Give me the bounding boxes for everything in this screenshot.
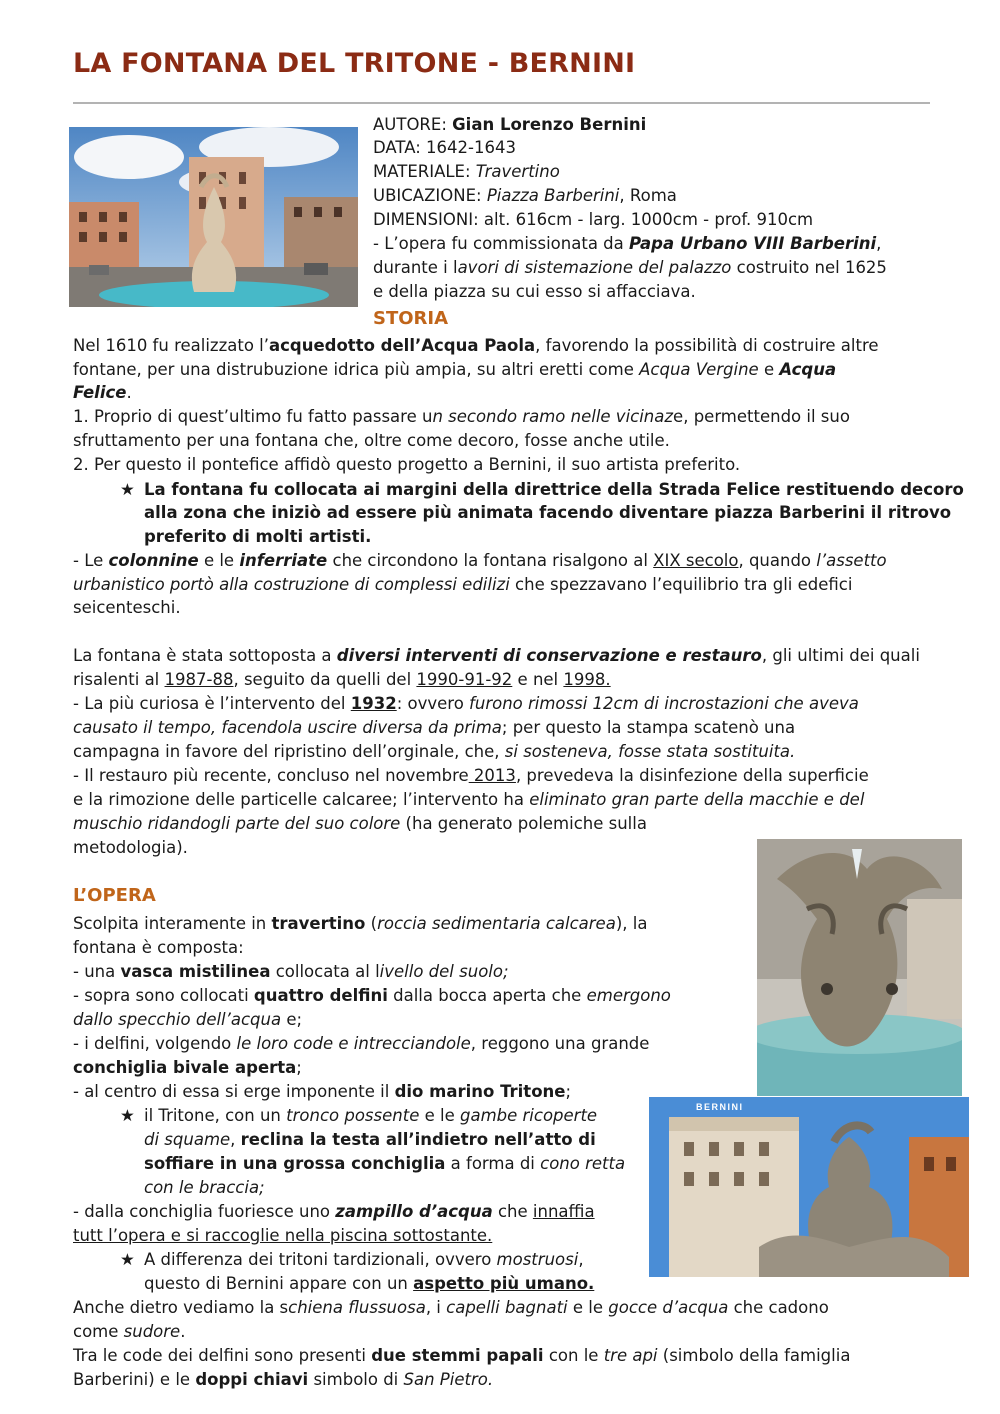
storia-line: seicenteschi. xyxy=(73,598,181,617)
storia-bullet-cont: preferito di molti artisti. xyxy=(144,527,372,546)
star-bullet-icon: ★ xyxy=(120,480,135,499)
opera-line: come sudore. xyxy=(73,1322,186,1341)
opera-bullet-cont: questo di Bernini appare con un aspetto più umano. xyxy=(144,1274,595,1293)
opera-bullet-cont: di squame, reclina la testa all’indietro nell’atto di xyxy=(144,1130,596,1149)
info-autore: AUTORE: Gian Lorenzo Bernini xyxy=(373,115,647,134)
opera-line: - al centro di essa si erge imponente il dio marino Tritone; xyxy=(73,1082,572,1101)
storia-bullet-cont: alla zona che iniziò ad essere più animata facendo diventare piazza Barberini il ritrovo xyxy=(144,503,952,522)
opera-bullet-cont: soffiare in una grossa conchiglia a forma di cono retta xyxy=(144,1154,626,1173)
storia-line: Nel 1610 fu realizzato l’acquedotto dell’Acqua Paola, favorendo la possibilità di costruire altre xyxy=(73,336,879,355)
opera-line: - i delfini, volgendo le loro code e intrecciandole, reggono una grande xyxy=(73,1034,650,1053)
opera-line: - dalla conchiglia fuoriesce uno zampillo d’acqua che innaffia xyxy=(73,1202,595,1221)
restauro-line: muschio ridandogli parte del suo colore (ha generato polemiche sulla xyxy=(73,814,647,833)
opera-line: - una vasca mistilinea collocata al livello del suolo; xyxy=(73,962,509,981)
restauro-line: - La più curiosa è l’intervento del 1932: ovvero furono rimossi 12cm di incrostazioni che aveva xyxy=(73,694,859,713)
storia-line: - Le colonnine e le inferriate che circondono la fontana risalgono al XIX secolo, quando l’assetto xyxy=(73,551,887,570)
info-ubicazione: UBICAZIONE: Piazza Barberini, Roma xyxy=(373,186,677,205)
opera-line: tutt l’opera e si raccoglie nella piscina sottostante. xyxy=(73,1226,493,1245)
storia-line: 2. Per questo il pontefice affidò questo progetto a Bernini, il suo artista preferito. xyxy=(73,455,741,474)
info-data: DATA: 1642-1643 xyxy=(373,138,516,157)
storia-line: sfruttamento per una fontana che, oltre come decoro, fosse anche utile. xyxy=(73,431,670,450)
restauro-line: causato il tempo, facendola uscire diversa da prima; per questo la stampa scatenò una xyxy=(73,718,796,737)
storia-bullet: ★ La fontana fu collocata ai margini della direttrice della Strada Felice restituendo decoro xyxy=(120,478,964,502)
opera-line: fontana è composta: xyxy=(73,938,244,957)
page-title: LA FONTANA DEL TRITONE - BERNINI xyxy=(73,48,636,79)
opera-bullet-cont: con le braccia; xyxy=(144,1178,265,1197)
info-commissione: - L’opera fu commissionata da Papa Urbano VIII Barberini, xyxy=(373,234,882,253)
star-bullet-icon: ★ xyxy=(120,1250,135,1269)
opera-bullet: ★ A differenza dei tritoni tardizionali, ovvero mostruosi, xyxy=(120,1248,584,1272)
info-piazza: e della piazza su cui esso si affacciava. xyxy=(373,282,696,301)
opera-line: Barberini) e le doppi chiavi simbolo di San Pietro. xyxy=(73,1370,494,1389)
info-dimensioni: DIMENSIONI: alt. 616cm - larg. 1000cm - prof. 910cm xyxy=(373,210,814,229)
photo-dolphins-detail xyxy=(757,839,962,1096)
info-materiale: MATERIALE: Travertino xyxy=(373,162,560,181)
opera-bullet: ★ il Tritone, con un tronco possente e le gambe ricoperte xyxy=(120,1104,597,1128)
section-heading-opera: L’OPERA xyxy=(73,885,156,906)
opera-line: Scolpita interamente in travertino (roccia sedimentaria calcarea), la xyxy=(73,914,648,933)
photo-tritone-hotel xyxy=(649,1097,969,1277)
star-bullet-icon: ★ xyxy=(120,1106,135,1125)
title-divider xyxy=(73,102,930,104)
restauro-line: metodologia). xyxy=(73,838,188,857)
opera-line: conchiglia bivale aperta; xyxy=(73,1058,302,1077)
opera-line: Anche dietro vediamo la schiena flussuosa, i capelli bagnati e le gocce d’acqua che cadono xyxy=(73,1298,829,1317)
photo-piazza-barberini xyxy=(69,127,358,307)
restauro-line: La fontana è stata sottoposta a diversi interventi di conservazione e restauro, gli ultimi dei quali xyxy=(73,646,920,665)
opera-line: dallo specchio dell’acqua e; xyxy=(73,1010,303,1029)
hotel-sign-text: BERNINI xyxy=(696,1102,744,1112)
storia-line: 1. Proprio di quest’ultimo fu fatto passare un secondo ramo nelle vicinaze, permettendo il suo xyxy=(73,407,850,426)
restauro-line: risalenti al 1987-88, seguito da quelli del 1990-91-92 e nel 1998. xyxy=(73,670,611,689)
storia-line: fontane, per una distrubuzione idrica più ampia, su altri eretti come Acqua Vergine e Acqua xyxy=(73,360,837,379)
storia-line: Felice. xyxy=(73,383,132,402)
storia-line: urbanistico portò alla costruzione di complessi edilizi che spezzavano l’equilibrio tra gli edefici xyxy=(73,575,853,594)
section-heading-storia: STORIA xyxy=(373,308,449,329)
restauro-line: - Il restauro più recente, concluso nel novembre 2013, prevedeva la disinfezione della superficie xyxy=(73,766,869,785)
opera-line: - sopra sono collocati quattro delfini dalla bocca aperta che emergono xyxy=(73,986,671,1005)
info-durante: durante i lavori di sistemazione del palazzo costruito nel 1625 xyxy=(373,258,887,277)
opera-line: Tra le code dei delfini sono presenti due stemmi papali con le tre api (simbolo della famiglia xyxy=(73,1346,851,1365)
restauro-line: e la rimozione delle particelle calcaree; l’intervento ha eliminato gran parte della macchie e del xyxy=(73,790,865,809)
restauro-line: campagna in favore del ripristino dell’orginale, che, si sosteneva, fosse stata sostituita. xyxy=(73,742,796,761)
